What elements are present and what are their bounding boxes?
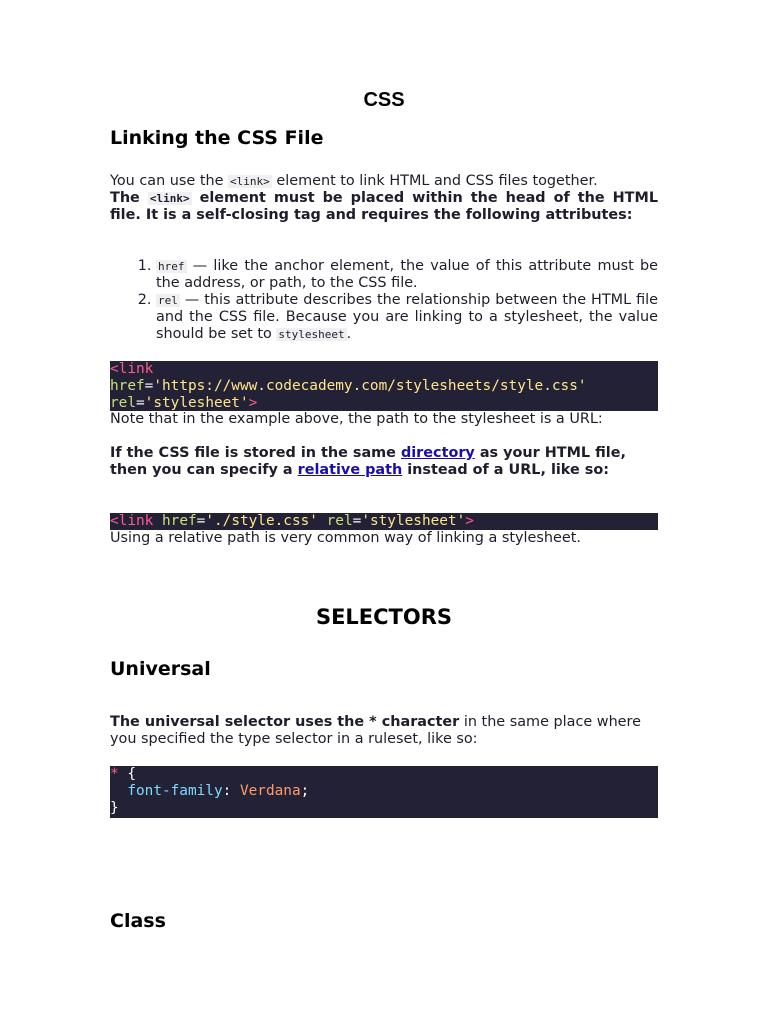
code-token-string: 'stylesheet': [144, 395, 249, 411]
universal-paragraph: [110, 714, 658, 748]
if-text-mid: as your HTML file, then you can specify a: [110, 445, 626, 478]
section-heading-linking: Linking the CSS File: [110, 127, 324, 149]
universal-bold-text: The universal selector uses the * character: [110, 714, 460, 730]
code-token-colon: :: [222, 783, 240, 799]
code-token-attr: href: [162, 513, 197, 529]
intro-text-post: element to link HTML and CSS files together.: [271, 173, 598, 189]
code-token-tag: <link: [110, 513, 154, 529]
inline-code-rel: rel: [158, 294, 178, 307]
relative-path-link[interactable]: relative path: [297, 462, 403, 478]
section-heading-selectors: SELECTORS: [315, 605, 453, 629]
inline-code-href: href: [158, 260, 185, 273]
code-token-attr: rel: [326, 513, 353, 529]
bold-text-pre: The: [110, 190, 148, 206]
list-item-text: — this attribute describes the relationship between the HTML file and the CSS file. Because you are linking to a stylesheet, the value should be set to: [156, 292, 658, 342]
relative-note-paragraph: Using a relative path is very common way of linking a stylesheet.: [110, 530, 581, 546]
inline-code-link: <link>: [230, 175, 270, 188]
code-token-attr: href: [110, 378, 145, 394]
code-block-universal: [110, 766, 658, 818]
subheading-universal: Universal: [110, 658, 211, 680]
code-token-close: >: [465, 513, 474, 529]
list-item: [156, 292, 658, 343]
attributes-list: [110, 258, 658, 343]
code-token-string: 'https://www.codecademy.com/stylesheets/style.css': [153, 378, 587, 394]
code-token-eq: =: [196, 513, 206, 529]
linking-intro-paragraph: [110, 173, 658, 224]
code-token-attr: rel: [110, 395, 136, 411]
intro-text-pre: You can use the: [110, 173, 229, 189]
code-token-selector: *: [110, 766, 119, 782]
inline-code-link-bold: <link>: [149, 192, 190, 205]
code-token-property: font-family: [127, 783, 223, 799]
code-token-open-brace: {: [118, 766, 136, 782]
code-token-string: './style.css': [205, 513, 318, 529]
code-token-close: >: [248, 395, 258, 411]
code-token-tag: <link: [110, 361, 154, 377]
list-item: [156, 258, 658, 292]
relative-path-paragraph: [110, 445, 658, 479]
universal-rest-text: in the same place where you specified the type selector in a ruleset, like so:: [110, 714, 641, 747]
code-token-eq: =: [352, 513, 362, 529]
code-token-eq: =: [136, 395, 145, 411]
inline-code-stylesheet: stylesheet: [278, 328, 345, 341]
code-token-eq: =: [144, 378, 154, 394]
code-token-value: Verdana: [239, 783, 301, 799]
code-block-link-relative: [110, 513, 658, 530]
list-item-text: — like the anchor element, the value of this attribute must be the address, or path, to the CSS file.: [156, 258, 658, 291]
subheading-class: Class: [110, 910, 166, 932]
bold-text-post: element must be placed within the head of the HTML file. It is a self-closing tag and requires the following attributes:: [110, 190, 658, 223]
document-title: CSS: [363, 89, 405, 111]
directory-link[interactable]: directory: [400, 445, 475, 461]
if-text-post: instead of a URL, like so:: [402, 462, 609, 478]
list-item-end: .: [346, 326, 352, 342]
code-token-string: 'stylesheet': [361, 513, 466, 529]
if-text-pre: If the CSS file is stored in the same: [110, 445, 401, 461]
code-token-semicolon: ;: [300, 783, 310, 799]
code-block-link-url: [110, 361, 658, 411]
note-paragraph: Note that in the example above, the path to the stylesheet is a URL:: [110, 411, 603, 427]
code-token-close-brace: }: [110, 800, 119, 816]
